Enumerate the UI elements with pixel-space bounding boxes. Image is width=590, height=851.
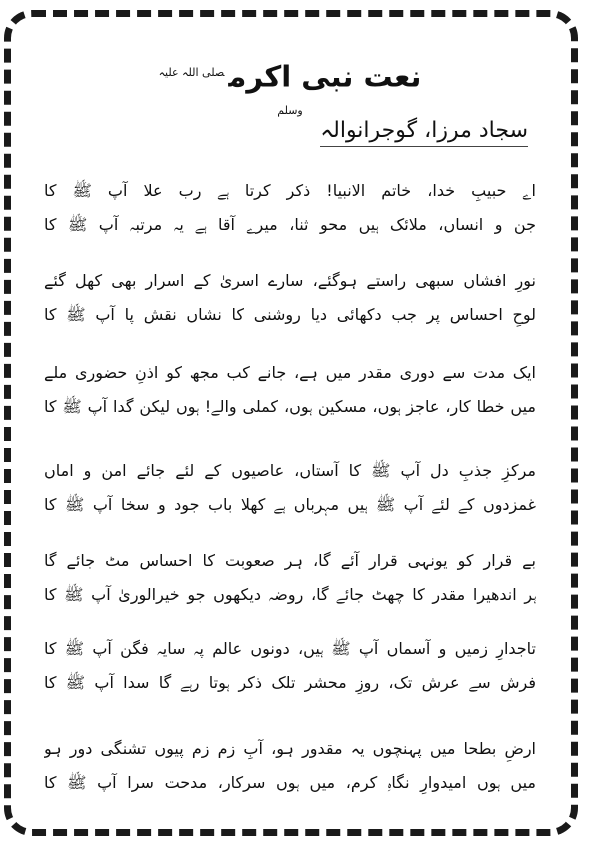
honorific-mark: صلی اللہ علیہ وسلم [158, 66, 303, 117]
verse-line: بے قرار کو یونہی قرار آئے گا، ہر صعوبت کا احساس مٹ جائے گا [44, 551, 536, 570]
verse-line: اے حبیبِ خدا، خاتم الانبیا! ذکر کرتا ہے رب علا آپ ﷺ کا [44, 181, 536, 200]
stanza [44, 454, 536, 522]
verse-line: نورِ افشاں سبھی راستے ہوگئے، سارے اسریٰ کے اسرار بھی کھل گئے [44, 271, 536, 290]
verse-line: ہر اندھیرا مقدر کا چھٹ جائے گا، روضہ دیکھوں جو خیرالوریٰ آپ ﷺ کا [44, 585, 536, 604]
verse-line: غمزدوں کے لئے آپ ﷺ ہیں مہرباں ہے کھلا باب جود و سخا آپ ﷺ کا [44, 495, 536, 514]
verse-line: تاجدارِ زمیں و آسماں آپ ﷺ ہیں، دونوں عالم پہ سایہ فگن آپ ﷺ کا [44, 639, 536, 658]
verse-line: مرکزِ جذبِ دل آپ ﷺ کا آستاں، عاصیوں کے لئے جائے امن و اماں [44, 461, 536, 480]
verse-line: میں ہوں امیدوارِ نگاہِ کرم، میں ہوں سرکار، مدحت سرا آپ ﷺ کا [44, 773, 536, 792]
naat-document [20, 36, 566, 831]
stanza [44, 356, 536, 424]
poet-name: سجاد مرزا، گوجرانوالہ [320, 118, 528, 147]
stanza [44, 732, 536, 800]
stanza [44, 264, 536, 332]
verse-line: فرش سے عرش تک، روزِ محشر تلک ذکر ہوتا رہے گا سدا آپ ﷺ کا [44, 673, 536, 692]
verse-line: ارضِ بطحا میں پہنچوں یہ مقدور ہو، آبِ زم زم پیوں تشنگی دور ہو [44, 739, 536, 758]
stanza [44, 632, 536, 700]
stanza [44, 544, 536, 612]
verse-line: لوحِ احساس پر جب دکھائی دیا روشنی کا نشاں نقش پا آپ ﷺ کا [44, 305, 536, 324]
verse-line: ایک مدت سے دوری مقدر میں ہے، جانے کب مجھ کو اذنِ حضوری ملے [44, 363, 536, 382]
verse-line: میں خطا کار، عاجز ہوں، مسکین ہوں، کملی والے! ہوں لیکن گدا آپ ﷺ کا [44, 397, 536, 416]
title-text: نعت نبی اکرم [228, 59, 422, 94]
verse-line: جن و انساں، ملائک ہیں محو ثنا، میرے آقا ہے یہ مرتبہ آپ ﷺ کا [44, 215, 536, 234]
stanza [44, 174, 536, 242]
